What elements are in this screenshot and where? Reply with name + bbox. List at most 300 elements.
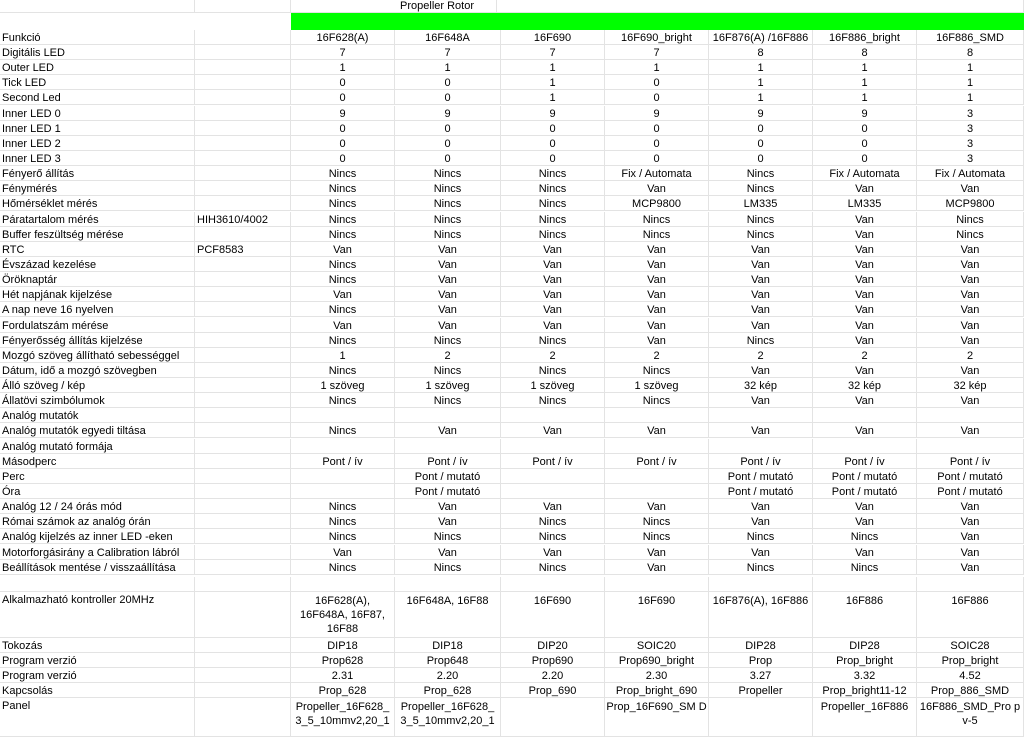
table-cell: Prop648 (395, 653, 501, 668)
table-cell: 16F886 (813, 592, 917, 638)
table-row (0, 683, 1024, 698)
table-cell: 3.32 (813, 668, 917, 683)
row-label: Analóg mutatók egyedi tiltása (0, 423, 195, 438)
table-cell: Nincs (291, 181, 395, 196)
table-cell: Van (709, 423, 813, 438)
row-label: Buffer feszültség mérése (0, 227, 195, 242)
table-cell: Nincs (501, 393, 605, 408)
table-row (0, 166, 1024, 181)
table-cell: Nincs (501, 363, 605, 378)
table-cell: Pont / mutató (709, 484, 813, 499)
table-cell (291, 469, 395, 484)
table-cell: MCP9800 (917, 196, 1024, 211)
table-cell: 32 kép (917, 378, 1024, 393)
row-note (195, 698, 291, 737)
table-cell: Nincs (395, 166, 501, 181)
row-label: Second Led (0, 90, 195, 105)
table-cell (501, 408, 605, 423)
table-row (0, 469, 1024, 484)
table-row (0, 499, 1024, 514)
table-cell: Nincs (605, 212, 709, 227)
table-cell: 2 (395, 348, 501, 363)
table-cell: 0 (395, 136, 501, 151)
table-cell: 7 (501, 45, 605, 60)
table-cell: Prop (709, 653, 813, 668)
table-cell: Pont / ív (501, 454, 605, 469)
table-cell: 2 (501, 348, 605, 363)
table-cell: 0 (605, 136, 709, 151)
table-cell: 0 (291, 136, 395, 151)
table-cell: Prop_bright11-12 (813, 683, 917, 698)
row-label: Funkció (0, 30, 195, 45)
table-cell: Nincs (709, 560, 813, 575)
row-note (195, 592, 291, 638)
table-cell: 0 (395, 75, 501, 90)
table-cell: 0 (813, 121, 917, 136)
table-row (0, 136, 1024, 151)
table-row (0, 378, 1024, 393)
row-label: Kapcsolás (0, 683, 195, 698)
table-cell: 16F886_SMD_Pro p v-5 (917, 698, 1024, 737)
table-cell: 1 (813, 90, 917, 105)
table-cell: 2 (917, 348, 1024, 363)
row-note (195, 60, 291, 75)
table-cell: Van (917, 363, 1024, 378)
table-cell: LM335 (709, 196, 813, 211)
table-cell (605, 469, 709, 484)
table-cell: DIP28 (813, 638, 917, 653)
row-note: HIH3610/4002 (195, 212, 291, 227)
table-cell: 32 kép (709, 378, 813, 393)
table-row (0, 439, 1024, 454)
table-row (0, 529, 1024, 544)
table-cell: Nincs (501, 181, 605, 196)
table-cell: Van (917, 257, 1024, 272)
table-cell: Pont / mutató (813, 484, 917, 499)
row-label: Fényerősség állítás kijelzése (0, 333, 195, 348)
table-cell: Pont / mutató (917, 469, 1024, 484)
table-cell (917, 408, 1024, 423)
table-cell: 3.27 (709, 668, 813, 683)
table-row (0, 318, 1024, 333)
row-label: Fordulatszám mérése (0, 318, 195, 333)
table-cell (709, 408, 813, 423)
table-row (0, 106, 1024, 121)
table-row (0, 545, 1024, 560)
table-cell: 9 (291, 106, 395, 121)
table-cell: 7 (395, 45, 501, 60)
table-cell: 9 (501, 106, 605, 121)
table-cell: 1 (291, 348, 395, 363)
row-label: Outer LED (0, 60, 195, 75)
table-cell: 1 (813, 60, 917, 75)
table-cell: 1 szöveg (291, 378, 395, 393)
table-cell (501, 469, 605, 484)
table-cell: Nincs (291, 423, 395, 438)
table-row (0, 151, 1024, 166)
row-note (195, 227, 291, 242)
table-cell (709, 698, 813, 737)
table-cell: Nincs (813, 529, 917, 544)
table-cell: 0 (709, 121, 813, 136)
table-cell: 7 (605, 45, 709, 60)
row-label: Motorforgásirány a Calibration lábról (0, 545, 195, 560)
table-cell: 0 (501, 121, 605, 136)
row-label: Állatövi szimbólumok (0, 393, 195, 408)
table-cell: 2 (709, 348, 813, 363)
row-label: Analóg mutatók (0, 408, 195, 423)
table-row (0, 302, 1024, 317)
table-cell: 8 (917, 45, 1024, 60)
table-cell (291, 439, 395, 454)
table-cell: Prop690 (501, 653, 605, 668)
table-cell: 1 (709, 75, 813, 90)
table-row (0, 257, 1024, 272)
table-cell: Van (605, 499, 709, 514)
table-cell: 1 (709, 90, 813, 105)
row-note (195, 408, 291, 423)
table-cell: 16F690 (605, 592, 709, 638)
table-cell: 9 (709, 106, 813, 121)
table-cell: Van (813, 545, 917, 560)
table-cell: Van (709, 257, 813, 272)
table-row (0, 90, 1024, 105)
table-cell (813, 439, 917, 454)
table-row (0, 668, 1024, 683)
row-note (195, 333, 291, 348)
table-cell: Van (291, 287, 395, 302)
table-cell: 16F690 (501, 30, 605, 45)
row-label: Panel (0, 698, 195, 737)
row-label: Páratartalom mérés (0, 212, 195, 227)
table-cell (605, 577, 709, 592)
row-label: Perc (0, 469, 195, 484)
table-cell: 3 (917, 136, 1024, 151)
table-cell: Van (813, 423, 917, 438)
table-cell: 3 (917, 151, 1024, 166)
table-cell: 9 (395, 106, 501, 121)
table-cell: Van (709, 318, 813, 333)
table-cell: DIP18 (395, 638, 501, 653)
table-cell: Nincs (605, 363, 709, 378)
table-cell: Van (709, 499, 813, 514)
table-row (0, 348, 1024, 363)
table-row (0, 242, 1024, 257)
row-note (195, 151, 291, 166)
table-cell: Propeller_16F886 (813, 698, 917, 737)
row-note (195, 423, 291, 438)
table-cell: Nincs (501, 212, 605, 227)
table-row (0, 227, 1024, 242)
table-cell: Van (501, 545, 605, 560)
table-cell: 0 (605, 75, 709, 90)
row-note (195, 454, 291, 469)
row-label: Mozgó szöveg állítható sebességgel (0, 348, 195, 363)
table-cell: Van (813, 212, 917, 227)
row-label: Hét napjának kijelzése (0, 287, 195, 302)
row-label: RTC (0, 242, 195, 257)
table-cell: Van (501, 257, 605, 272)
row-note (195, 638, 291, 653)
table-cell: 16F876(A), 16F886 (709, 592, 813, 638)
table-cell: Van (605, 257, 709, 272)
row-label: Fénymérés (0, 181, 195, 196)
row-note (195, 196, 291, 211)
table-cell: MCP9800 (605, 196, 709, 211)
table-cell: Nincs (605, 529, 709, 544)
table-cell: Van (813, 302, 917, 317)
panel-row (0, 698, 1024, 737)
row-label: Inner LED 2 (0, 136, 195, 151)
table-cell: 0 (605, 90, 709, 105)
table-cell: Prop_886_SMD (917, 683, 1024, 698)
table-cell: 16F690_bright (605, 30, 709, 45)
row-note (195, 378, 291, 393)
row-note (195, 363, 291, 378)
table-cell: Van (709, 242, 813, 257)
table-cell: 3 (917, 121, 1024, 136)
table-cell (395, 408, 501, 423)
table-cell: Van (917, 423, 1024, 438)
table-cell: 0 (813, 136, 917, 151)
table-cell: DIP18 (291, 638, 395, 653)
table-cell (395, 439, 501, 454)
table-cell: Van (813, 227, 917, 242)
row-note (195, 439, 291, 454)
row-note (195, 529, 291, 544)
table-cell: 8 (813, 45, 917, 60)
table-cell: Prop690_bright (605, 653, 709, 668)
row-label: Hőmérséklet mérés (0, 196, 195, 211)
table-cell: Nincs (291, 302, 395, 317)
table-cell: 7 (291, 45, 395, 60)
table-cell: Van (605, 545, 709, 560)
table-cell: 2 (813, 348, 917, 363)
table-cell: 1 szöveg (501, 378, 605, 393)
table-cell: Nincs (917, 212, 1024, 227)
table-cell: 1 (917, 60, 1024, 75)
table-cell: Nincs (291, 514, 395, 529)
row-note (195, 499, 291, 514)
table-cell: 2.30 (605, 668, 709, 683)
table-cell: Prop_bright (813, 653, 917, 668)
table-cell: Van (501, 287, 605, 302)
table-cell: Van (813, 333, 917, 348)
table-cell: Nincs (291, 196, 395, 211)
row-label (0, 577, 195, 592)
table-cell: Fix / Automata (917, 166, 1024, 181)
table-cell: 16F876(A) /16F886 (709, 30, 813, 45)
table-cell: Nincs (291, 212, 395, 227)
table-cell: Nincs (395, 363, 501, 378)
row-note (195, 577, 291, 592)
table-cell: Prop628 (291, 653, 395, 668)
table-row (0, 393, 1024, 408)
table-cell (291, 408, 395, 423)
table-cell: Van (917, 181, 1024, 196)
row-note (195, 484, 291, 499)
table-cell: Nincs (709, 212, 813, 227)
table-cell: Van (395, 423, 501, 438)
table-cell: 1 (709, 60, 813, 75)
table-cell: 0 (395, 151, 501, 166)
table-cell: Van (501, 499, 605, 514)
table-cell: Van (917, 302, 1024, 317)
row-note (195, 272, 291, 287)
table-cell: Nincs (291, 333, 395, 348)
table-cell: Nincs (291, 272, 395, 287)
row-note (195, 75, 291, 90)
table-cell: Pont / ív (709, 454, 813, 469)
table-cell: Van (813, 499, 917, 514)
table-row (0, 121, 1024, 136)
table-cell: 0 (291, 75, 395, 90)
table-cell: 3 (917, 106, 1024, 121)
row-label: Inner LED 1 (0, 121, 195, 136)
table-cell: 0 (291, 90, 395, 105)
row-label: Óra (0, 484, 195, 499)
table-cell: Van (813, 257, 917, 272)
row-label: Program verzió (0, 668, 195, 683)
table-cell: Nincs (709, 181, 813, 196)
table-cell: Van (291, 242, 395, 257)
table-row (0, 363, 1024, 378)
row-label: Álló szöveg / kép (0, 378, 195, 393)
table-cell: Van (395, 318, 501, 333)
row-label: A nap neve 16 nyelven (0, 302, 195, 317)
row-label: Öröknaptár (0, 272, 195, 287)
row-note (195, 287, 291, 302)
table-cell: Van (917, 242, 1024, 257)
table-cell: Van (395, 545, 501, 560)
table-cell: Nincs (501, 529, 605, 544)
table-cell: Van (395, 257, 501, 272)
table-row (0, 423, 1024, 438)
table-cell: Prop_690 (501, 683, 605, 698)
table-cell: Pont / ív (395, 454, 501, 469)
table-cell: Van (917, 560, 1024, 575)
table-cell: Van (501, 272, 605, 287)
table-cell: Propeller_16F628_ 3_5_10mmv2,20_1 (395, 698, 501, 737)
table-cell: 0 (395, 121, 501, 136)
table-cell: Van (605, 318, 709, 333)
row-note (195, 318, 291, 333)
table-cell: 16F886_bright (813, 30, 917, 45)
table-cell: Nincs (395, 227, 501, 242)
row-note (195, 90, 291, 105)
table-cell: SOIC28 (917, 638, 1024, 653)
table-cell: Van (709, 272, 813, 287)
table-cell: Nincs (291, 499, 395, 514)
table-cell: 1 (501, 90, 605, 105)
row-label: Tokozás (0, 638, 195, 653)
table-cell: 4.52 (917, 668, 1024, 683)
table-cell: Nincs (501, 196, 605, 211)
table-cell: Van (917, 529, 1024, 544)
table-cell: Van (813, 514, 917, 529)
table-cell: Nincs (291, 227, 395, 242)
table-cell: 1 (291, 60, 395, 75)
row-label: Analóg mutató formája (0, 439, 195, 454)
table-cell: Nincs (291, 393, 395, 408)
table-cell: Nincs (709, 227, 813, 242)
table-cell (605, 439, 709, 454)
table-cell: Van (501, 242, 605, 257)
table-cell: Van (395, 272, 501, 287)
table-cell (709, 439, 813, 454)
table-cell: 0 (605, 121, 709, 136)
table-cell (291, 577, 395, 592)
table-row (0, 514, 1024, 529)
table-cell: Van (813, 181, 917, 196)
table-cell: Van (917, 318, 1024, 333)
table-cell: Nincs (501, 514, 605, 529)
table-cell: 16F886_SMD (917, 30, 1024, 45)
table-cell (605, 408, 709, 423)
title-row (0, 0, 1024, 13)
row-note (195, 257, 291, 272)
table-cell: Van (917, 393, 1024, 408)
table-cell: Van (501, 318, 605, 333)
table-cell: Nincs (605, 393, 709, 408)
table-cell: Van (917, 272, 1024, 287)
table-cell: 1 (917, 75, 1024, 90)
table-cell: Pont / mutató (395, 469, 501, 484)
table-cell (917, 577, 1024, 592)
table-cell (501, 698, 605, 737)
table-cell: Nincs (501, 227, 605, 242)
table-cell: Pont / ív (917, 454, 1024, 469)
table-row (0, 212, 1024, 227)
table-cell: Nincs (709, 333, 813, 348)
row-note (195, 136, 291, 151)
table-cell: Nincs (605, 227, 709, 242)
table-cell: Prop_bright (917, 653, 1024, 668)
table-cell: Van (395, 499, 501, 514)
table-cell: Nincs (395, 529, 501, 544)
table-cell: 0 (813, 151, 917, 166)
row-note (195, 45, 291, 60)
table-cell: Prop_bright_690 (605, 683, 709, 698)
table-cell: 8 (709, 45, 813, 60)
table-cell: 2.20 (501, 668, 605, 683)
table-row (0, 60, 1024, 75)
table-cell: Van (813, 242, 917, 257)
table-cell: 16F648A (395, 30, 501, 45)
table-cell: Van (605, 333, 709, 348)
table-cell: Fix / Automata (813, 166, 917, 181)
row-label: Alkalmazható kontroller 20MHz (0, 592, 195, 638)
table-row (0, 75, 1024, 90)
table-cell: Van (813, 393, 917, 408)
row-note (195, 106, 291, 121)
table-cell: Nincs (395, 181, 501, 196)
table-cell: Van (813, 287, 917, 302)
table-cell: 9 (813, 106, 917, 121)
table-cell (501, 577, 605, 592)
table-cell: 0 (291, 151, 395, 166)
table-cell: Van (291, 318, 395, 333)
row-note (195, 469, 291, 484)
table-cell: Nincs (395, 393, 501, 408)
table-cell: Van (395, 287, 501, 302)
row-note: PCF8583 (195, 242, 291, 257)
table-cell (813, 577, 917, 592)
table-cell: Propeller_16F628_ 3_5_10mmv2,20_1 (291, 698, 395, 737)
table-cell: Pont / mutató (395, 484, 501, 499)
table-cell: Nincs (501, 333, 605, 348)
table-cell: Van (917, 499, 1024, 514)
